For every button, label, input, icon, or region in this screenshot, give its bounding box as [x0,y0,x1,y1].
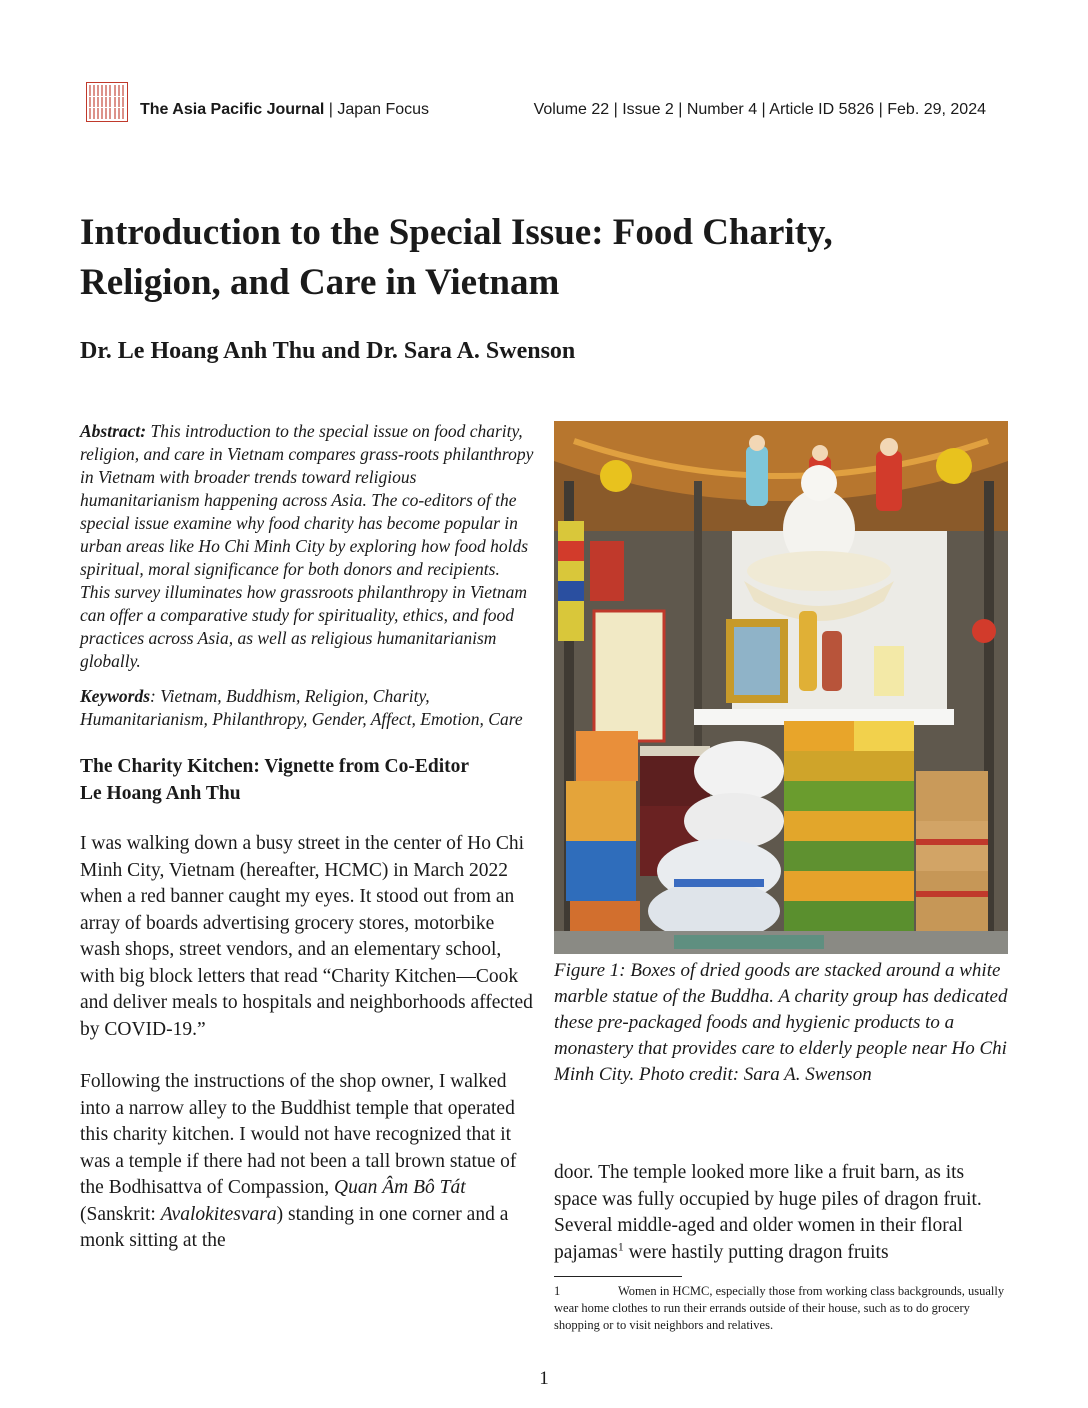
journal-title: The Asia Pacific Journal [140,101,325,118]
abstract-label: Abstract: [80,421,147,441]
keywords [80,685,534,731]
article-title [80,208,980,308]
body-paragraph-1: I was walking down a busy street in the center of Ho Chi Minh City, Vietnam (hereafter, HCMC) in March 2022 when a red banner caught my eyes. It stood out from an array of boards advertising grocery stores, motorbike wash shops, street vendors, and an elementary school, with big block letters that read “Charity Kitchen—Cook and deliver meals to hospitals and neighborhoods affected by COVID-19.” [80,833,533,1040]
section-heading [80,753,534,807]
journal-header [86,82,986,122]
figure-1-caption: Figure 1: Boxes of dried goods are stacked around a white marble statue of the Buddha. A charity group has dedicated these pre-packaged foods and hygienic products to a monastery that provides care to elderly people near Ho Chi Minh City. Photo credit: Sara A. Swenson [554,960,1008,1085]
left-column [80,420,534,1255]
body-paragraph-2 [80,1069,534,1255]
title-line-2: Religion, and Care in Vietnam [80,262,560,303]
continued-text-a: door. The temple looked more like a fruit barn, as its space was fully occupied by huge piles of dragon fruit. Several middle-aged and older women in their floral pajamas [554,1162,982,1263]
paragraph-2-text-c: ) standing in one corner and a monk sitting at the [80,1203,509,1251]
term-quan-am: Quan Âm Bô Tát [334,1177,466,1198]
abstract [80,420,534,673]
footnote-divider [554,1276,682,1277]
section-heading-line-1: The Charity Kitchen: Vignette from Co-Editor [80,756,470,777]
footnote-number: 1 [554,1284,561,1298]
continued-text-b: were hastily putting dragon fruits [623,1241,889,1263]
abstract-text: This introduction to the special issue on food charity, religion, and care in Vietnam compares grass-roots philanthropy in Vietnam with broader trends toward religious humanitarianism happening across Asia. The co-editors of the special issue examine why food charity has become popular in urban areas like Ho Chi Minh City by exploring how food holds spiritual, moral significance for both donors and recipients. This survey illuminates how grassroots philanthropy in Vietnam can offer a comparative study for spirituality, ethics, and food practices across Asia, as well as religious humanitarianism globally. [80,421,534,671]
article-authors: Dr. Le Hoang Anh Thu and Dr. Sara A. Swenson [80,338,576,364]
paragraph-2-text-a: Following the instructions of the shop owner, I walked into a narrow alley to the Buddhist temple that operated this charity kitchen. I would not have recognized that it was a temple if there had not been a tall brown statue of the Bodhisattva of Compassion, [80,1071,517,1198]
figure-1-photo [554,421,1008,954]
page-number: 1 [539,1368,549,1389]
section-heading-line-2: Le Hoang Anh Thu [80,783,241,804]
title-line-1: Introduction to the Special Issue: Food Charity, [80,212,833,253]
footnote-text: Women in HCMC, especially those from working class backgrounds, usually wear home clothes to run their errands outside of their house, such as to do grocery shopping or to visit neighbors and relatives. [554,1284,1005,1332]
body-paragraph-continued [554,1160,1010,1266]
keywords-label: Keywords [80,686,150,706]
issue-info: Volume 22 | Issue 2 | Number 4 | Article ID 5826 | Feb. 29, 2024 [533,101,986,118]
journal-name [140,101,429,119]
keywords-text: : Vietnam, Buddhism, Religion, Charity, Humanitarianism, Philanthropy, Gender, Affect, Emotion, Care [80,686,523,729]
footnote-1 [554,1283,1010,1334]
journal-subtitle: | Japan Focus [324,101,430,118]
term-avalokitesvara: Avalokitesvara [160,1203,277,1225]
paragraph-2-text-b: (Sanskrit: [80,1203,161,1225]
footnote-ref-1[interactable]: 1 [617,1240,624,1253]
journal-logo-seal [86,82,128,122]
